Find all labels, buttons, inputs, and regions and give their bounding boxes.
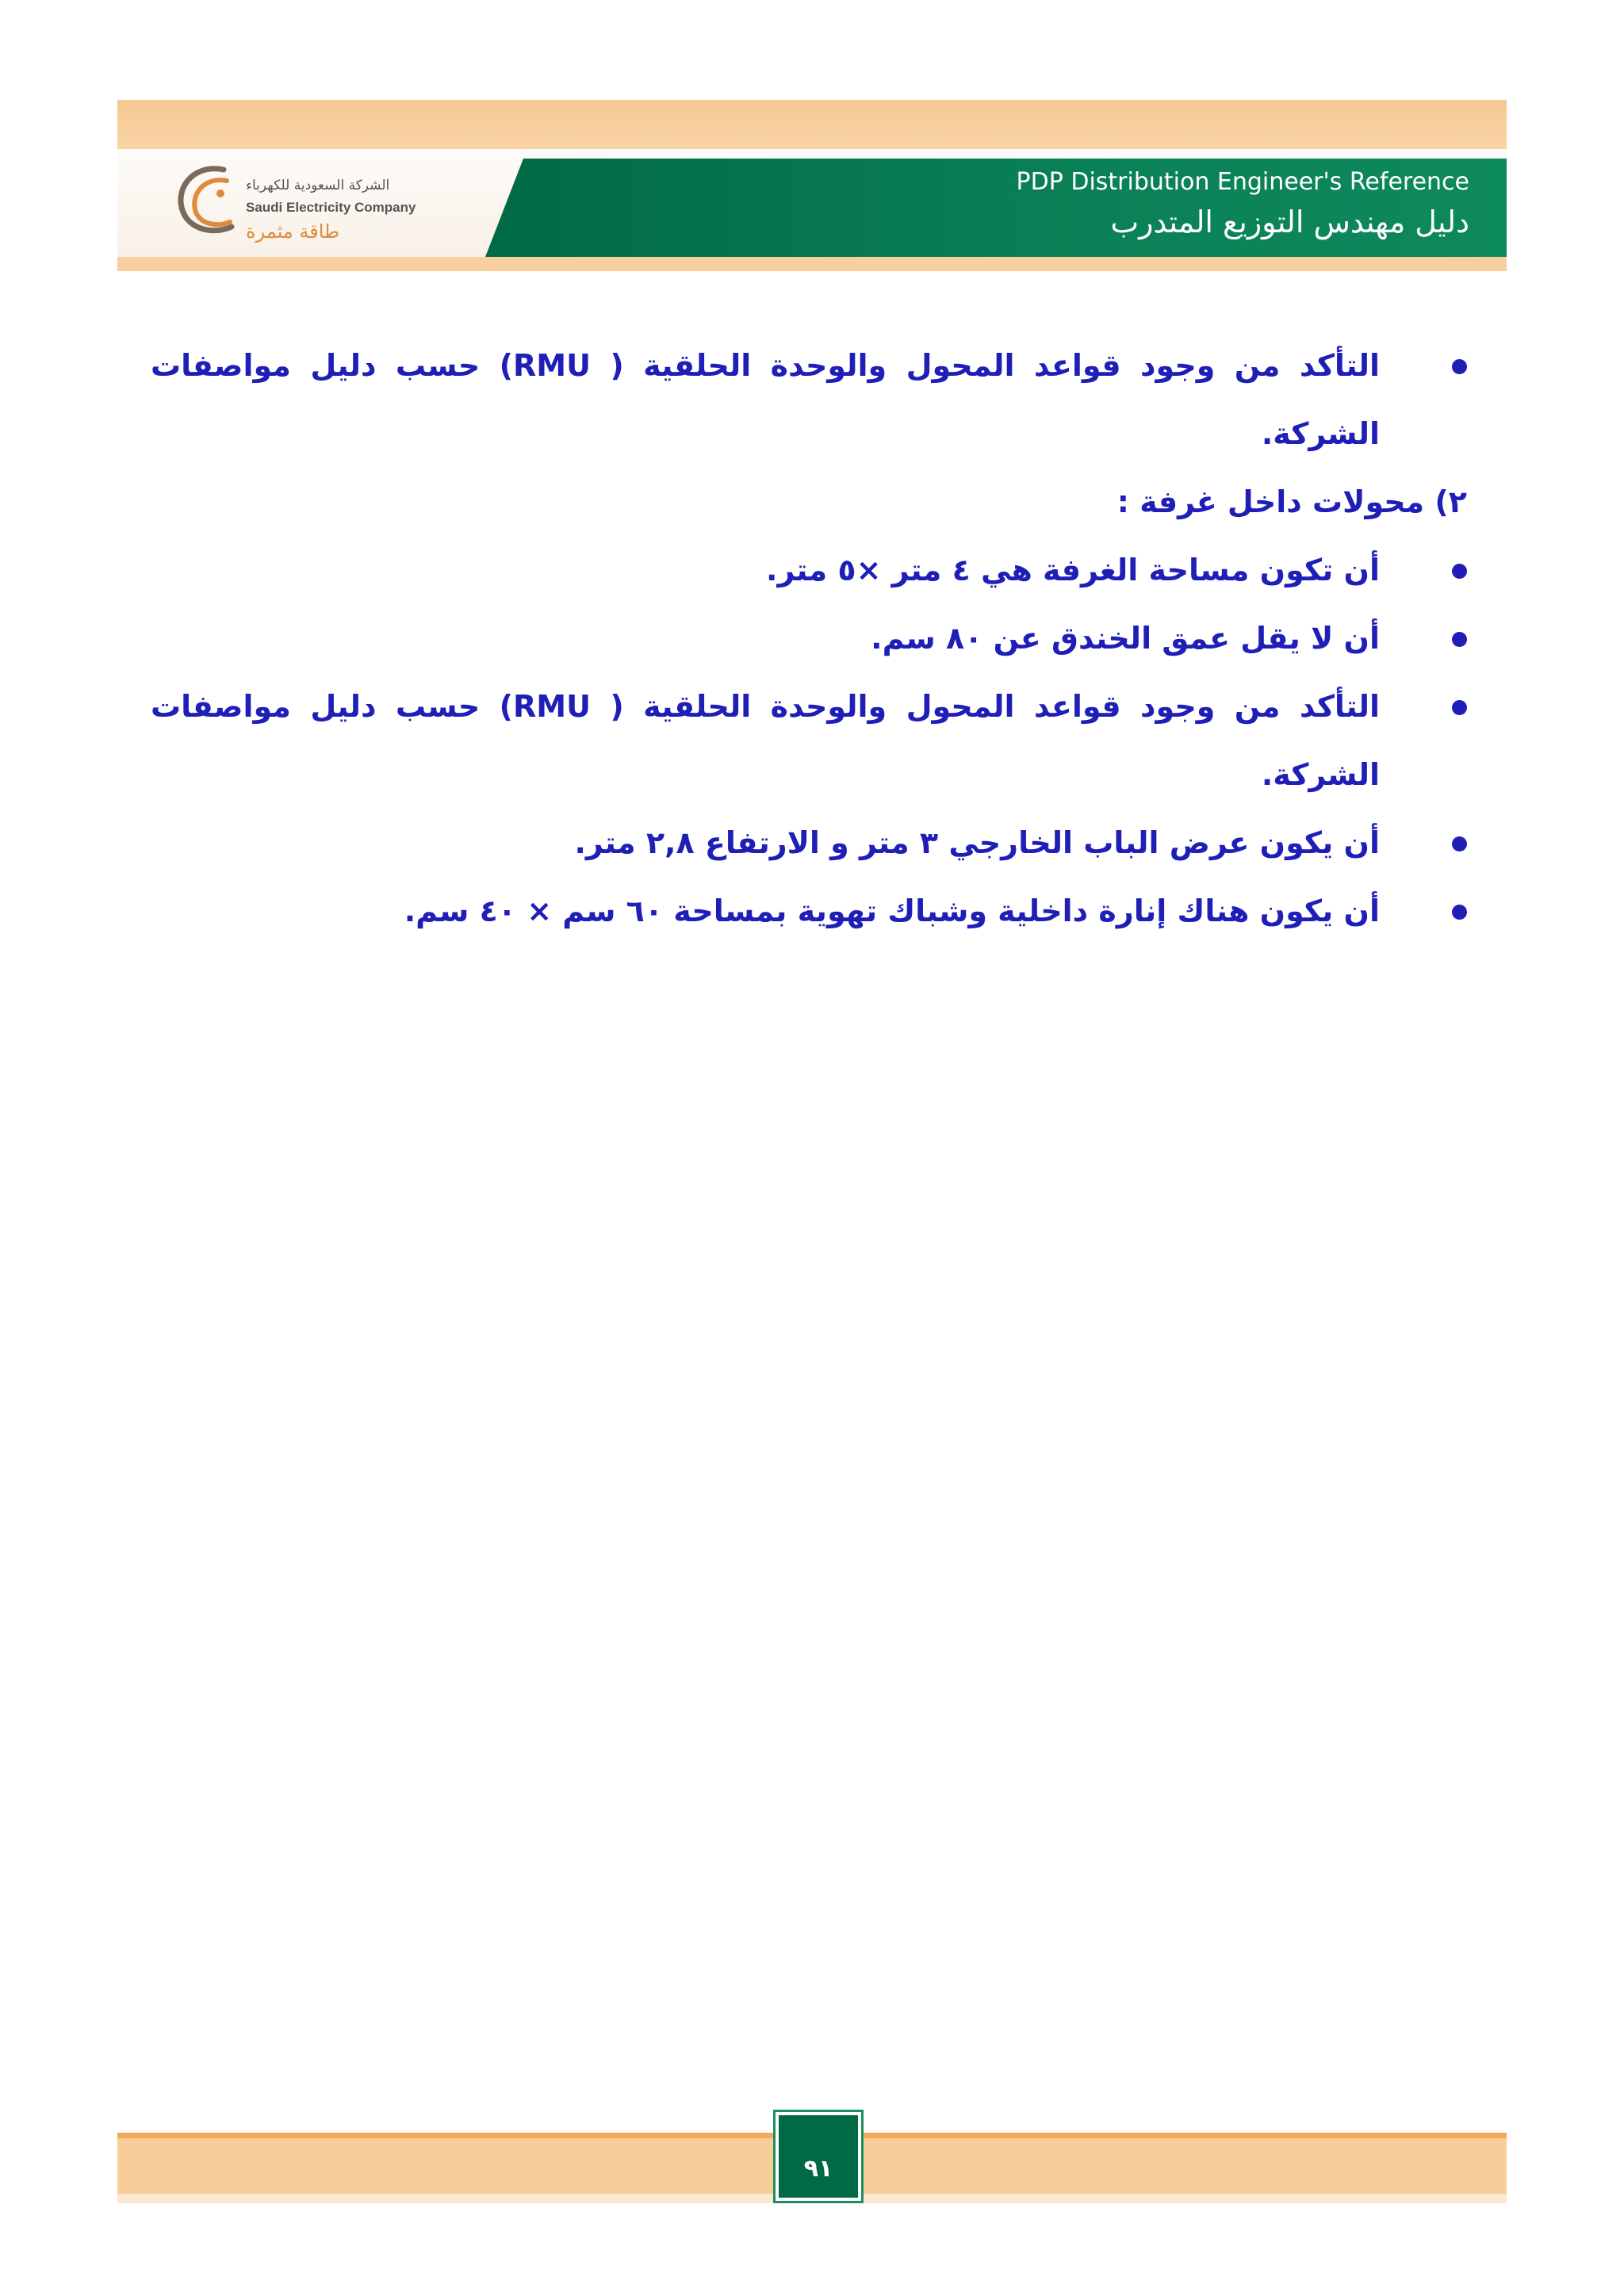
logo-arabic-name: الشركة السعودية للكهرباء [246, 178, 390, 193]
page-number: ٩١ [803, 2154, 833, 2183]
header-title-english: PDP Distribution Engineer's Reference [1016, 168, 1469, 196]
list-item [151, 604, 1467, 672]
bullet-icon [1452, 836, 1467, 851]
company-logo [168, 159, 438, 254]
header-title-arabic: دليل مهندس التوزيع المتدرب [1110, 205, 1469, 239]
section-heading [151, 468, 1467, 536]
sec-logo-icon [168, 159, 239, 246]
logo-english-name: Saudi Electricity Company [246, 200, 416, 215]
header-top-band [117, 100, 1507, 149]
bullet-icon [1452, 905, 1467, 920]
bullet-icon [1452, 632, 1467, 647]
list-item [151, 331, 1467, 468]
list-item [151, 809, 1467, 877]
header-bottom-band [117, 257, 1507, 271]
list-item-text: التأكد من وجود قواعد المحول والوحدة الحلقية ( RMU) حسب دليل مواصفات الشركة. [151, 689, 1380, 792]
bullet-icon [1452, 564, 1467, 579]
bullet-icon [1452, 700, 1467, 715]
list-item-text: التأكد من وجود قواعد المحول والوحدة الحلقية ( RMU) حسب دليل مواصفات الشركة. [151, 348, 1380, 451]
list-item-text: أن يكون عرض الباب الخارجي ٣ متر و الارتفاع ٢,٨ متر. [574, 825, 1380, 860]
list-item [151, 877, 1467, 945]
section-heading-text: ٢) محولات داخل غرفة : [1116, 484, 1467, 519]
list-item-text: أن يكون هناك إنارة داخلية وشباك تهوية بمساحة ٦٠ سم × ٤٠ سم. [404, 894, 1380, 928]
list-item-text: أن لا يقل عمق الخندق عن ٨٠ سم. [871, 621, 1380, 656]
logo-tagline: طاقة مثمرة [246, 220, 340, 243]
page-number-box [776, 2112, 861, 2201]
list-item-text: أن تكون مساحة الغرفة هي ٤ متر ×٥ متر. [766, 553, 1380, 587]
list-item [151, 672, 1467, 809]
list-item [151, 536, 1467, 604]
page-content [151, 331, 1467, 945]
bullet-icon [1452, 359, 1467, 374]
